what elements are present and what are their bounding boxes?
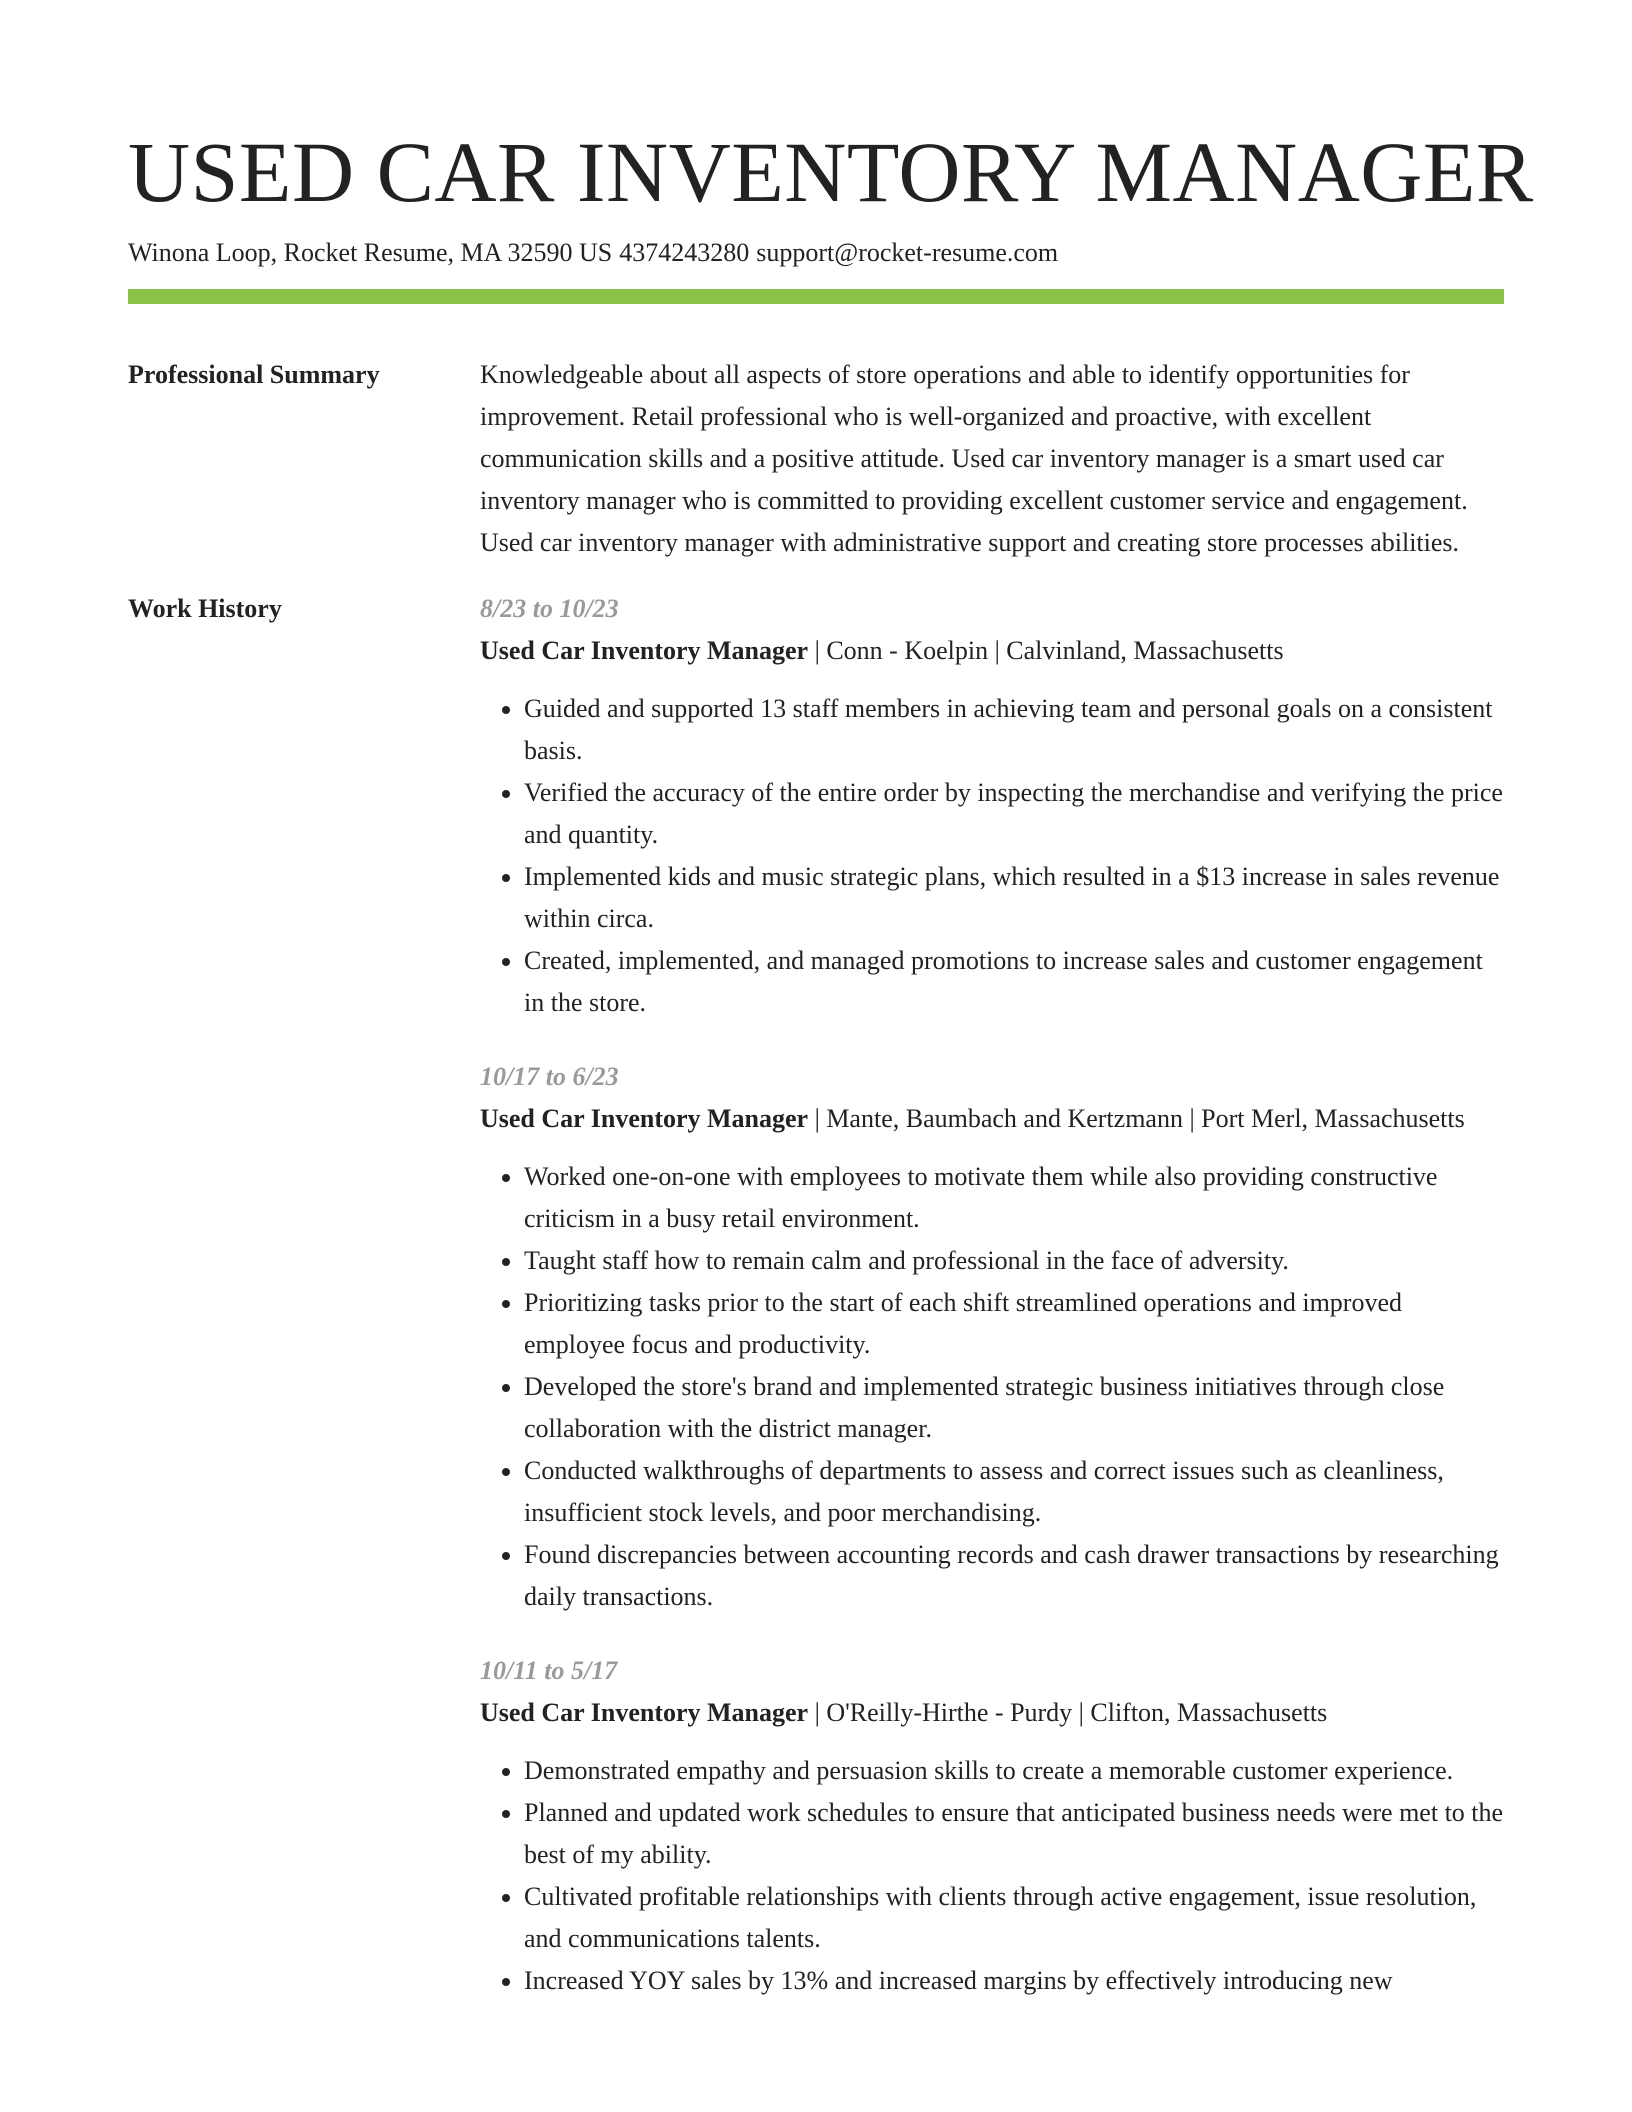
section-label-summary: Professional Summary [128,360,380,389]
job-entry [480,1650,1504,2002]
work-history-section [128,588,1504,2002]
job-title: Used Car Inventory Manager [480,636,809,665]
contact-line [128,236,1504,270]
job-title: Used Car Inventory Manager [480,1698,809,1727]
job-bullet: • Cultivated profitable relationships with clients through active engagement, issue resolution, and communications talents. [524,1876,1504,1960]
job-details: | Mante, Baumbach and Kertzmann | Port Merl, Massachusetts [808,1104,1465,1133]
job-bullet: • Conducted walkthroughs of departments to assess and correct issues such as cleanliness, insufficient stock levels, and poor merchandising. [524,1450,1504,1534]
resume-title: USED CAR INVENTORY MANAGER [128,124,1534,220]
job-bullet: • Implemented kids and music strategic plans, which resulted in a $13 increase in sales revenue within circa. [524,856,1504,940]
job-entry [480,588,1504,1024]
job-entry [480,1056,1504,1618]
header-divider [128,289,1504,304]
job-bullet: • Created, implemented, and managed promotions to increase sales and customer engagement in the store. [524,940,1504,1024]
job-bullet-list [480,688,1504,1024]
summary-section [128,354,1504,564]
job-dates: 10/17 to 6/23 [480,1062,619,1091]
contact-email: support@rocket-resume.com [756,238,1059,267]
job-bullet-list [480,1156,1504,1618]
job-bullet: • Worked one-on-one with employees to motivate them while also providing constructive criticism in a busy retail environment. [524,1156,1504,1240]
job-details: | Conn - Koelpin | Calvinland, Massachusetts [808,636,1284,665]
job-bullet: • Prioritizing tasks prior to the start of each shift streamlined operations and improved employee focus and productivity. [524,1282,1504,1366]
resume-page [128,0,1534,2002]
section-label-work-history: Work History [128,594,282,623]
job-bullet: • Increased YOY sales by 13% and increased margins by effectively introducing new [524,1960,1504,2002]
job-bullet: • Demonstrated empathy and persuasion skills to create a memorable customer experience. [524,1750,1504,1792]
job-heading [480,1692,1504,1734]
summary-body [480,354,1504,564]
job-details: | O'Reilly-Hirthe - Purdy | Clifton, Massachusetts [808,1698,1328,1727]
job-title: Used Car Inventory Manager [480,1104,809,1133]
job-heading [480,1098,1504,1140]
job-bullet-list [480,1750,1504,2002]
work-history-body [480,588,1504,2002]
job-bullet: • Found discrepancies between accounting records and cash drawer transactions by researching daily transactions. [524,1534,1504,1618]
summary-text: Knowledgeable about all aspects of store operations and able to identify opportunities for improvement. Retail professional who is well-organized and proactive, with excellent communication skills and a positive attitude. Used car inventory manager is a smart used car inventory manager who is committed to providing excellent customer service and engagement. Used car inventory manager with administrative support and creating store processes abilities. [480,360,1468,557]
job-bullet: • Taught staff how to remain calm and professional in the face of adversity. [524,1240,1504,1282]
job-heading [480,630,1504,672]
job-dates: 8/23 to 10/23 [480,594,619,623]
job-dates: 10/11 to 5/17 [480,1656,618,1685]
job-bullet: • Planned and updated work schedules to ensure that anticipated business needs were met to the best of my ability. [524,1792,1504,1876]
job-bullet: • Developed the store's brand and implemented strategic business initiatives through close collaboration with the district manager. [524,1366,1504,1450]
job-bullet: • Guided and supported 13 staff members in achieving team and personal goals on a consistent basis. [524,688,1504,772]
contact-phone: 4374243280 [619,238,750,267]
job-bullet: • Verified the accuracy of the entire order by inspecting the merchandise and verifying the price and quantity. [524,772,1504,856]
contact-address: Winona Loop, Rocket Resume, MA 32590 US [128,238,613,267]
